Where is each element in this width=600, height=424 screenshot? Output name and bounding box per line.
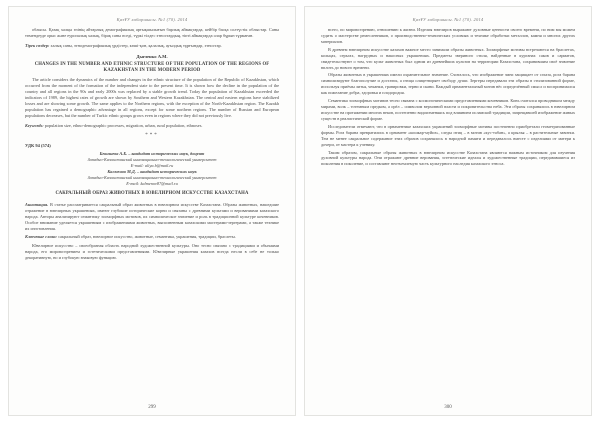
article-body-text: [321, 27, 575, 169]
annotation-label: Аннотация.: [25, 202, 49, 208]
author-line: Бекишева А.Б. – кандидат исторических наук, доцент: [99, 150, 205, 156]
keywords-en-label: Keywords:: [25, 122, 44, 128]
author-line: Калменов М.Д. – кандидат исторических наук: [107, 168, 197, 174]
body-paragraph: всего, по мировоззрению, отношению к жизни. Изделия ювелиров выражают духовные ценности своего времени, по ним мы можем судить о мастерстве ремесленников, о производственно-технических условиях и технике обработки металлов, камня и многих других материалов.: [321, 27, 575, 44]
author-affiliation: Западно-Казахстанский инновационно-технологический университет: [87, 174, 217, 180]
authors-block: [25, 151, 279, 187]
author-email: E-mail: kalmenov87@mail.ru: [126, 180, 178, 186]
abstract-en-text: The article considers the dynamics of the number and changes in the ethnic structure of the population of the Republic of Kazakhstan, which occurred from the moment of the formation of the independent state to the present time. It is shown how the decline in the population of the country and all regions in the 90s and early 2000s was replaced by a stable growth trend. Today the population of Kazakhstan exceeded the indicators of 1989, the highest rates of growth are shown by Southern and Western Kazakhstan. The central and eastern regions have stabilized losses and are showing some growth. The same applies to the Northern regions, with the exception of the North-Kazakhstan region. The Kazakh population has regained a demographic advantage in all regions, except for some northern regions. The number of Russian and European populations decreases, but the number of Turkic ethnic groups grows even in regions where they did not previously live.: [25, 77, 279, 118]
author-affiliation: Западно-Казахстанский инновационно-технологический университет: [87, 156, 217, 162]
intro-paragraph-text: Ювелирное искусство – своеобразная область народной художественной культуры. Оно тесно связано с традициями и обычаями народа, его мировоззрением и эстетическими представлениями. Ювелирные украшения казахов всегда несли в себе не только декоративную, но и глубокую знаковую функцию.: [25, 242, 279, 260]
resume-tail-paragraph: [25, 27, 279, 41]
body-paragraph: Таким образом, сакральные образы животных в ювелирном искусстве Казахстана являются важным источником для изучения духовной культуры народа. Они отражают древние верования, эстетические идеалы и художественные традиции, передававшиеся из поколения в поколение, и составляют неотъемлемую часть культурного наследия казахского этноса.: [321, 149, 575, 167]
annotation-block: [25, 202, 279, 232]
keywords-en: [25, 123, 279, 129]
left-page: [8, 6, 296, 416]
abstract-en-block: [25, 77, 279, 120]
resume-keywords-label: Тірек сөздер:: [25, 42, 50, 48]
section-separator: ***: [145, 132, 159, 138]
udk-code: УДК 94 (574): [25, 142, 51, 148]
article-title-ru: САКРАЛЬНЫЙ ОБРАЗ ЖИВОТНЫХ В ЮВЕЛИРНОМ ИСКУССТВЕ КАЗАХСТАНА: [55, 190, 249, 196]
keywords-ru-text: сакральный образ, ювелирное искусство, животные, семантика, украшения, традиции, браслеты.: [58, 233, 236, 239]
running-header-left: ҚазҰУ хабаршысы. №1 (70). 2014: [116, 17, 188, 22]
page-number-right: 300: [444, 405, 452, 410]
page-number-left: 299: [148, 405, 156, 410]
keywords-en-text: population size, ethno-demographic processes, migration, urban, rural population, ethnoses.: [44, 122, 203, 128]
resume-tail-text: облысы. Қазақ халқы өзінің айтарлық демографиялық артықшылығын барлық аймақтарда, кейбір басқа солтүстік облыстар. Саны төмендеуде орыс және еуропалық халық, бірақ саны өседі, түркі тілдес этностардың, тіпті аймақтарда олар бұрын тұрмаған.: [25, 27, 279, 38]
body-paragraph: Семантика зооморфных мотивов тесно связана с космогоническими представлениями кочевников. Конь считался проводником между мирами, волк – тотемным предком, а орёл – символом верховной власти и покровительства неба. Эти образы сохранялись в ювелирном искусстве на протяжении многих веков, постепенно видоизменяясь под влиянием исламской традиции, запрещавшей изображение живых существ в реалистической форме.: [321, 98, 575, 121]
article-author-en: Дьяченко А.М.: [136, 53, 168, 59]
article-title-en: CHANGES IN THE NUMBER AND ETHNIC STRUCTURE OF THE POPULATION OF THE REGIONS OF KAZAKHSTAN IN THE MODERN PERIOD: [34, 61, 270, 74]
annotation-text: В статье рассматривается сакральный образ животных в ювелирном искусстве Казахстана. Образы животных, нашедшие отражение в ювелирных украшениях, имеют глубокие исторические корни и связаны с древними культами и верованиями казахского народа. Авторы анализируют семантику зооморфных мотивов, их символическое значение и роль в традиционной культуре кочевников. Особое внимание уделяется украшениям с изображениями животных, выполненным казахскими мастерами-зергерами, а также технике их изготовления.: [25, 202, 280, 231]
intro-paragraph-block: [25, 243, 279, 263]
keywords-ru-label: Ключевые слова:: [25, 233, 57, 239]
right-page: [304, 6, 592, 416]
body-paragraph: В древнем ювелирном искусстве казахов важное место занимали образы животных. Зооморфные мотивы встречаются на браслетах, кольцах, серьгах, нагрудных и накосных украшениях. Предметы звериного стиля, найденные в курганах саков и сарматов, свидетельствуют о том, что культ животных был одним из древнейших культов на территории Казахстана, сохранившим своё значение вплоть до нового времени.: [321, 46, 575, 70]
resume-keywords: [25, 43, 279, 49]
body-paragraph: Образы животных в украшениях имели охранительное значение. Считалось, что изображение змеи защищает от сглаза, рога барана символизируют благополучие и достаток, а птица олицетворяет свободу души. Зергеры передавали эти образы в стилизованной форме, используя приёмы литья, чеканки, гравировки, зерни и скани. Каждый орнаментальный мотив нёс определённый смысл и воспринимался как пожелание добра, здоровья и плодородия.: [321, 72, 575, 96]
body-paragraph: Исследователи отмечают, что в орнаментике казахских украшений зооморфные мотивы постепенно приобретали геометризованные формы. Рога барана превратились в орнамент «кошкар-муйиз», следы птиц – в мотив «кус-табан», а крылья – в растительные завитки. Тем не менее сакральное содержание этих образов сохранялось в народной памяти и передавалось вместе с изделиями от матери к дочери, от мастера к ученику.: [321, 123, 575, 147]
author-email: E-mail: aliya.b@mail.ru: [130, 162, 174, 168]
resume-keywords-text: халық саны, этнодемографиялық үрдістер, көші-қон, қалалық, ауылдық тұрғындар, этностар.: [50, 42, 222, 48]
running-header-right: ҚазҰУ хабаршысы. №1 (70). 2014: [412, 17, 484, 22]
